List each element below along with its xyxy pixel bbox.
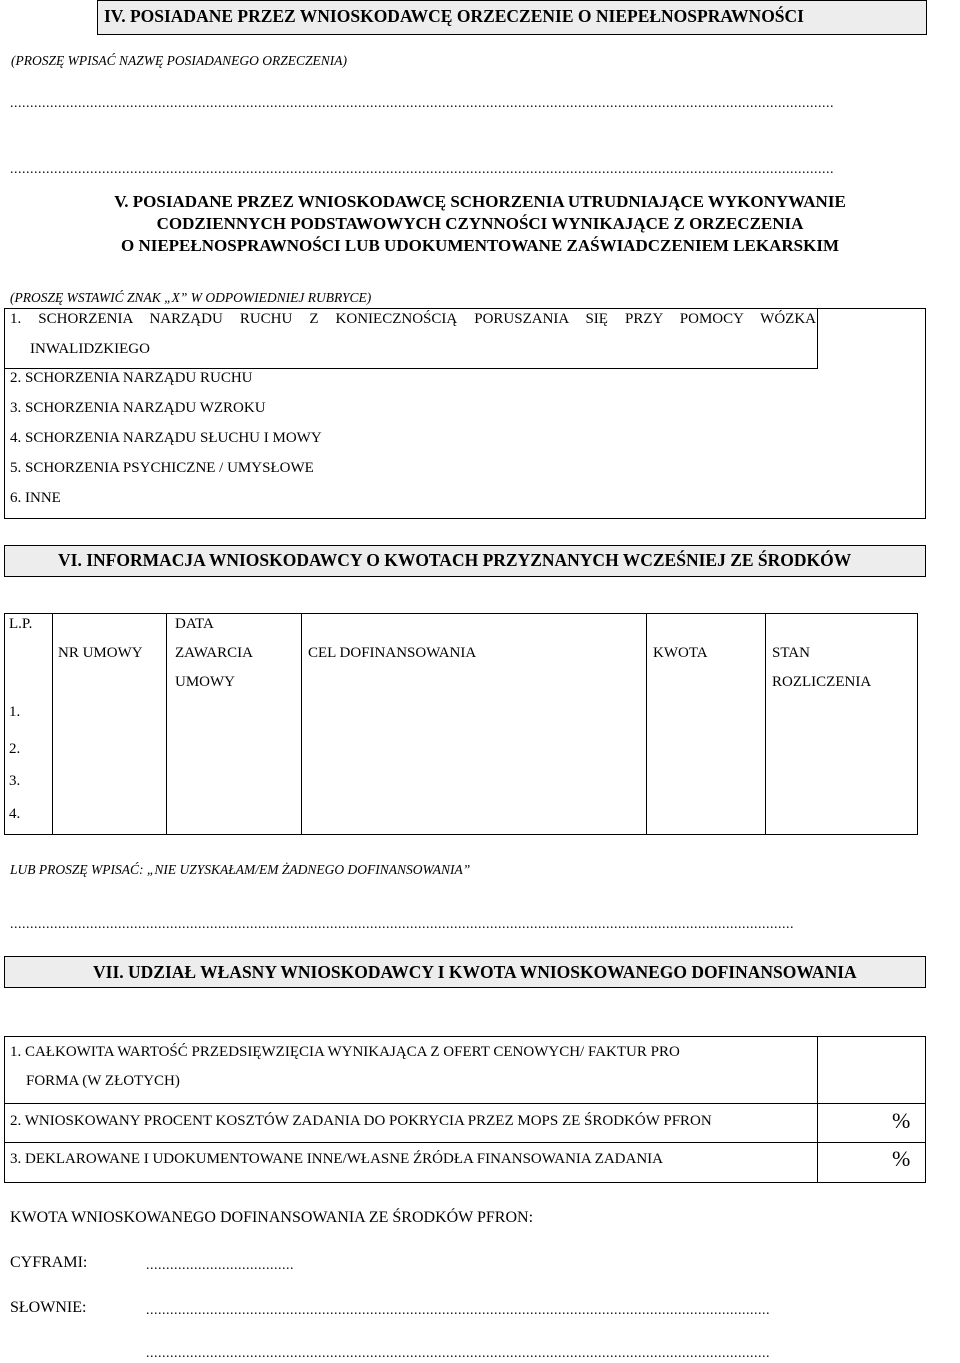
contribution-row-1-line2: FORMA (W ZŁOTYCH)	[26, 1073, 180, 1089]
condition-item-6[interactable]: 6. INNE	[10, 490, 61, 506]
table-row-2-lp: 2.	[9, 741, 21, 757]
conditions-row-divider	[4, 368, 818, 369]
table-row-4-lp: 4.	[9, 806, 21, 822]
section4-fill-line-2[interactable]: ..............................................................................................................................................................................................................	[10, 162, 834, 177]
own-contribution-row-divider-2	[4, 1142, 926, 1143]
section4-instruction: (PROSZĘ WPISAĆ NAZWĘ POSIADANEGO ORZECZENIA)	[11, 53, 347, 68]
own-contribution-col-divider	[817, 1036, 818, 1183]
col-header-data-3: UMOWY	[175, 674, 235, 690]
table-row-3-lp: 3.	[9, 773, 21, 789]
cyframi-label: CYFRAMI:	[10, 1254, 88, 1271]
section5-title-line3: O NIEPEŁNOSPRAWNOŚCI LUB UDOKUMENTOWANE ZAŚWIADCZENIEM LEKARSKIM	[120, 236, 840, 255]
section7-title: VII. UDZIAŁ WŁASNY WNIOSKODAWCY I KWOTA WNIOSKOWANEGO DOFINANSOWANIA	[93, 962, 857, 982]
col-header-cel: CEL DOFINANSOWANIA	[308, 645, 477, 661]
col-header-stan-2: ROZLICZENIA	[772, 674, 872, 690]
cyframi-field[interactable]: .....................................	[146, 1258, 294, 1273]
col-header-nr-umowy: NR UMOWY	[58, 645, 143, 661]
condition-1-checkbox[interactable]	[817, 308, 926, 369]
condition-item-5[interactable]: 5. SCHORZENIA PSYCHICZNE / UMYSŁOWE	[10, 460, 314, 476]
section6-title: VI. INFORMACJA WNIOSKODAWCY O KWOTACH PRZYZNANYCH WCZEŚNIEJ ZE ŚRODKÓW	[58, 550, 852, 570]
funding-table-divider-1	[52, 613, 53, 835]
col-header-data-2: ZAWARCIA	[175, 645, 253, 661]
condition-item-4[interactable]: 4. SCHORZENIA NARZĄDU SŁUCHU I MOWY	[10, 430, 322, 446]
funding-table-divider-5	[765, 613, 766, 835]
funding-table-divider-3	[301, 613, 302, 835]
slownie-field-1[interactable]: ............................................................................................................................................................	[146, 1303, 770, 1318]
condition-item-1: 1. SCHORZENIA NARZĄDU RUCHU Z KONIECZNOŚCIĄ PORUSZANIA SIĘ PRZY POMOCY WÓZKA	[10, 311, 816, 327]
section5-title-line2: CODZIENNYCH PODSTAWOWYCH CZYNNOŚCI WYNIKAJĄCE Z ORZECZENIA	[156, 214, 804, 233]
section4-title: IV. POSIADANE PRZEZ WNIOSKODAWCĘ ORZECZENIE O NIEPEŁNOSPRAWNOŚCI	[104, 6, 804, 26]
condition-item-2[interactable]: 2. SCHORZENIA NARZĄDU RUCHU	[10, 370, 253, 386]
contribution-row-1-line1: 1. CAŁKOWITA WARTOŚĆ PRZEDSIĘWZIĘCIA WYNIKAJĄCA Z OFERT CENOWYCH/ FAKTUR PRO	[10, 1044, 680, 1060]
slownie-label: SŁOWNIE:	[10, 1299, 87, 1316]
contribution-row-3-percent: %	[892, 1146, 911, 1171]
section5-title-line1: V. POSIADANE PRZEZ WNIOSKODAWCĘ SCHORZENIA UTRUDNIAJĄCE WYKONYWANIE	[114, 192, 846, 211]
col-header-lp: L.P.	[9, 616, 33, 632]
col-header-data-1: DATA	[175, 616, 214, 632]
section5-instruction: (PROSZĘ WSTAWIĆ ZNAK „X” W ODPOWIEDNIEJ RUBRYCE)	[10, 290, 372, 305]
condition-item-1-cont: INWALIDZKIEGO	[30, 341, 150, 357]
section6-alt-instruction: LUB PROSZĘ WPISAĆ: „NIE UZYSKAŁAM/EM ŻADNEGO DOFINANSOWANIA”	[10, 862, 471, 877]
section6-alt-fill-line[interactable]: ....................................................................................................................................................................................................	[10, 917, 794, 932]
amount-label: KWOTA WNIOSKOWANEGO DOFINANSOWANIA ZE ŚRODKÓW PFRON:	[10, 1209, 534, 1226]
contribution-row-2: 2. WNIOSKOWANY PROCENT KOSZTÓW ZADANIA DO POKRYCIA PRZEZ MOPS ZE ŚRODKÓW PFRON	[10, 1113, 712, 1129]
funding-table-divider-4	[646, 613, 647, 835]
col-header-stan-1: STAN	[772, 645, 810, 661]
table-row-1-lp: 1.	[9, 704, 21, 720]
funding-table-divider-2	[166, 613, 167, 835]
col-header-kwota: KWOTA	[653, 645, 708, 661]
section4-fill-line-1[interactable]: ..............................................................................................................................................................................................................	[10, 96, 834, 111]
own-contribution-row-divider-1	[4, 1103, 926, 1104]
contribution-row-2-percent: %	[892, 1108, 911, 1133]
condition-item-3[interactable]: 3. SCHORZENIA NARZĄDU WZROKU	[10, 400, 266, 416]
contribution-row-3: 3. DEKLAROWANE I UDOKUMENTOWANE INNE/WŁASNE ŹRÓDŁA FINANSOWANIA ZADANIA	[10, 1151, 663, 1167]
slownie-field-2[interactable]: ............................................................................................................................................................	[146, 1346, 770, 1361]
